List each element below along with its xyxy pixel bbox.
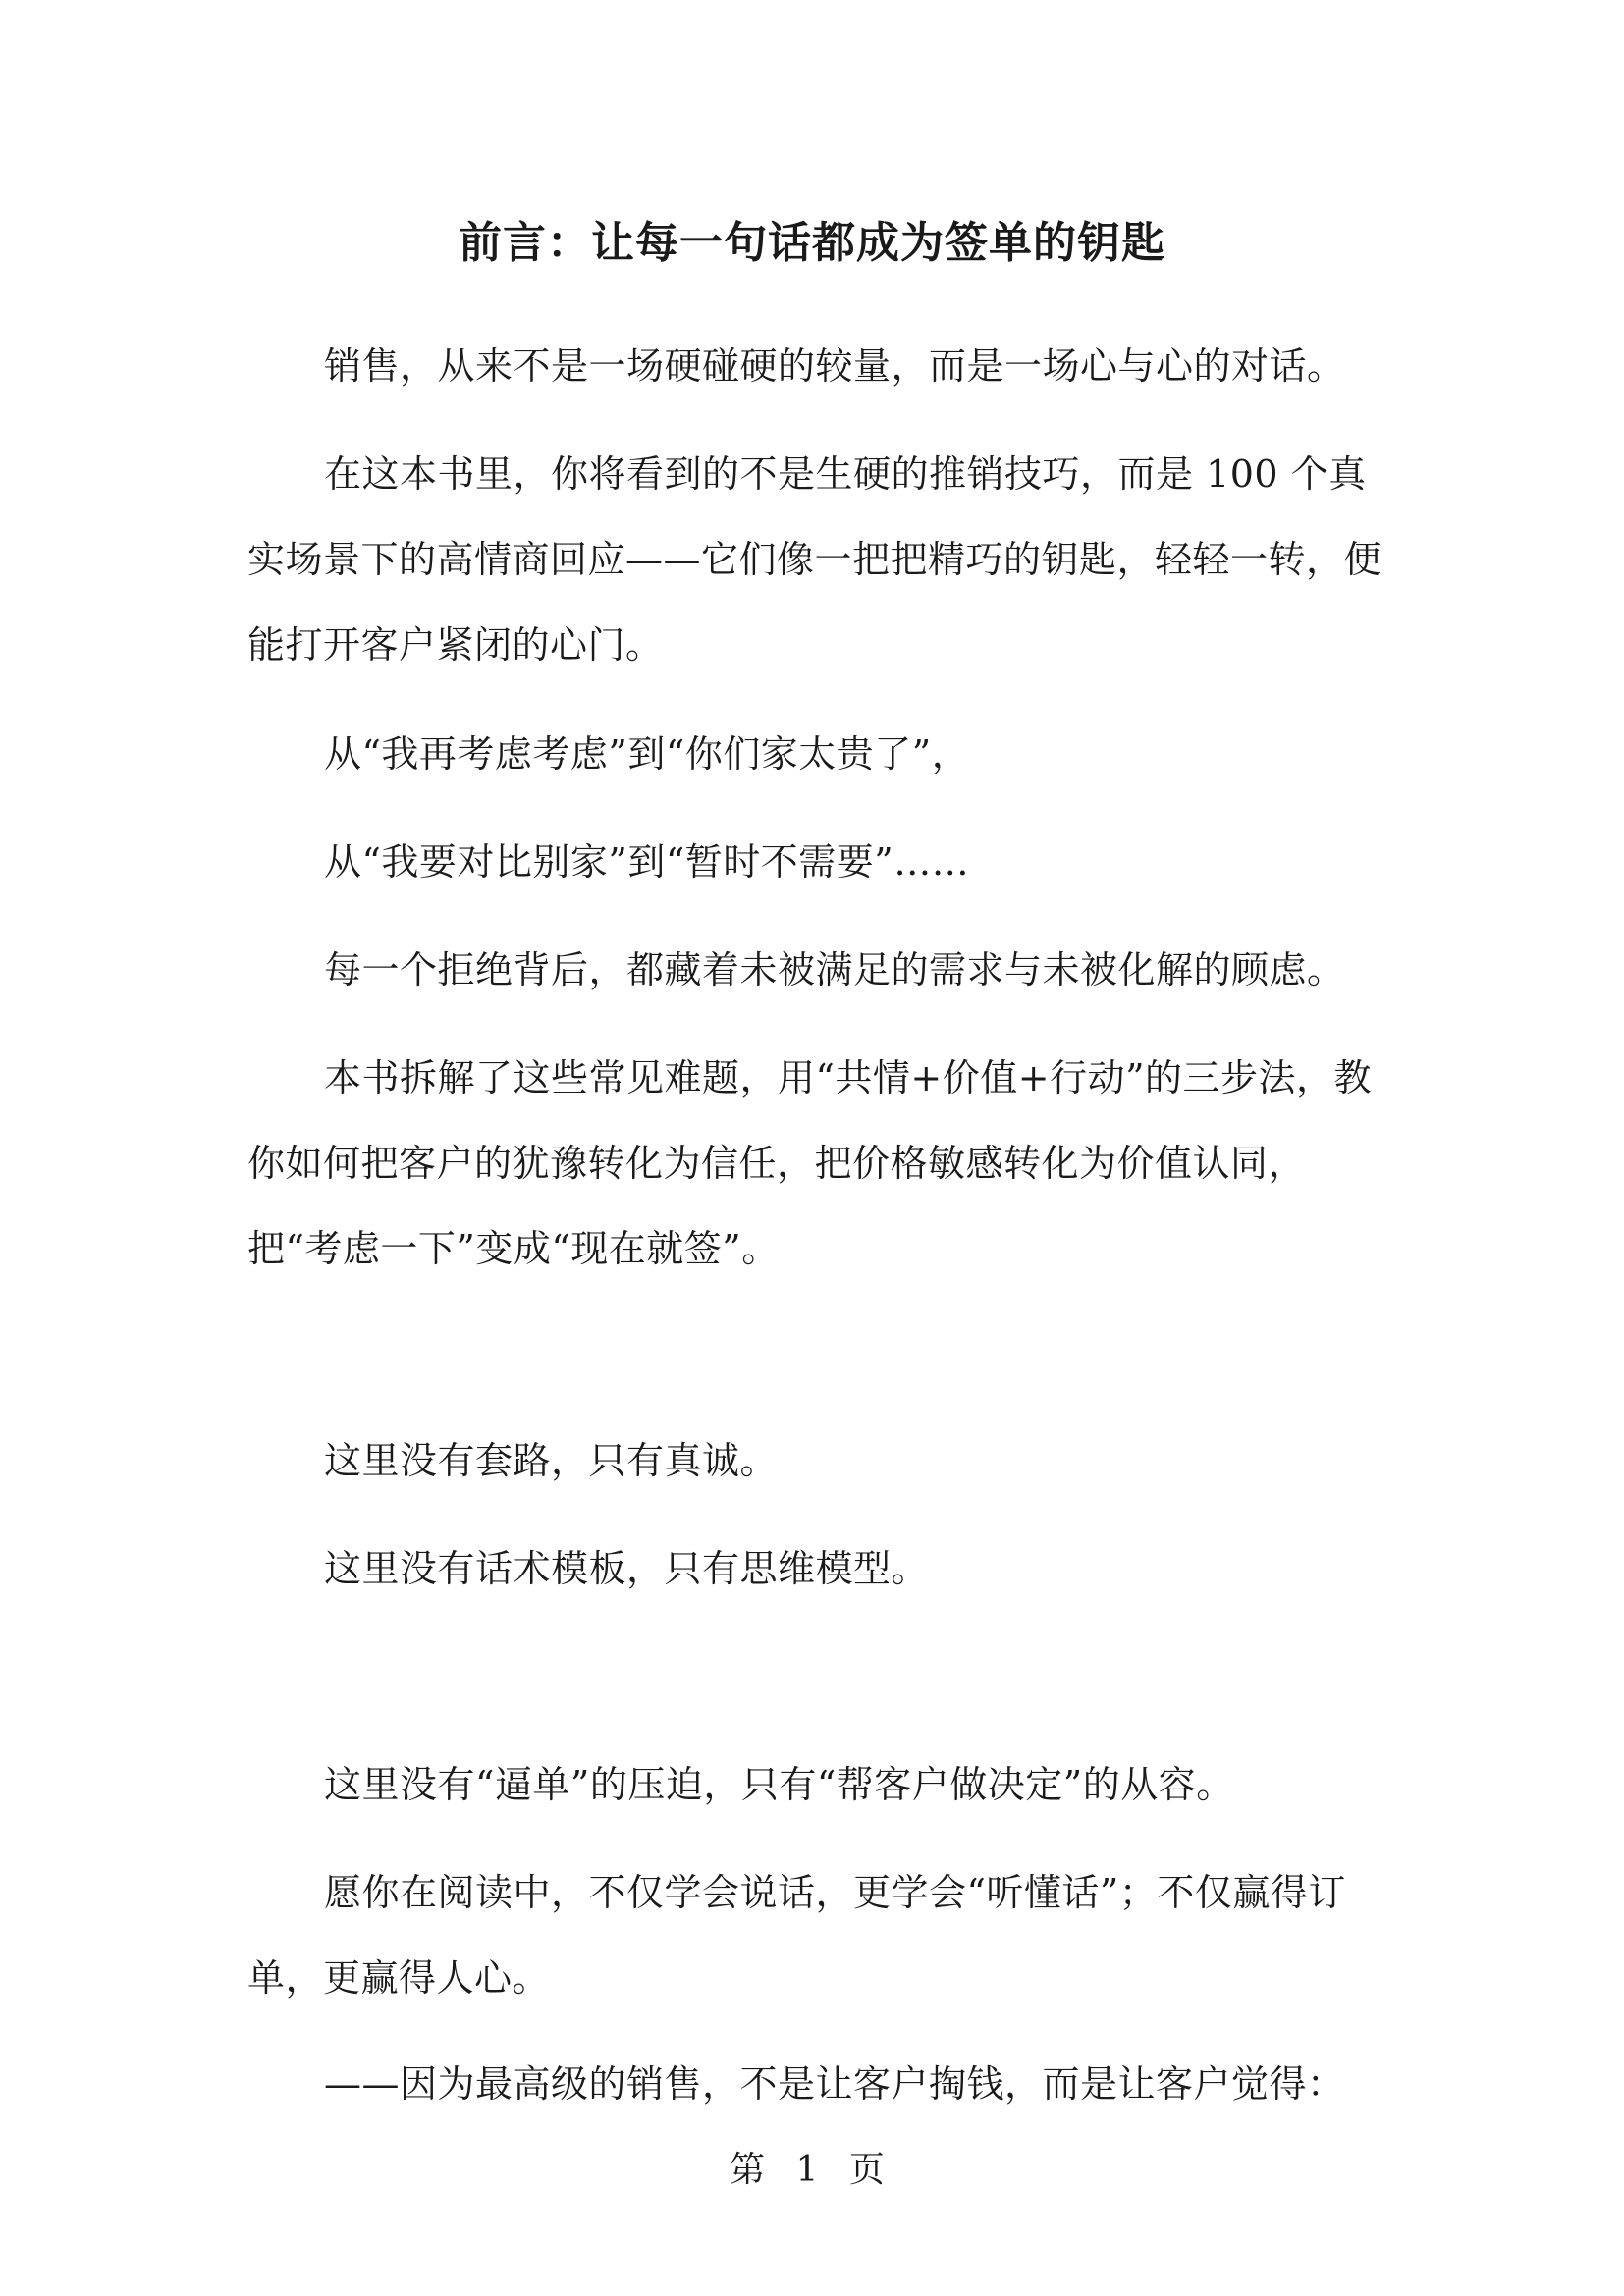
paragraph-2: 在这本书里，你将看到的不是生硬的推销技巧，而是 100 个真实场景下的高情商回应——它们像一把把精巧的钥匙，轻轻一转，便能打开客户紧闭的心门。: [247, 453, 1382, 667]
paragraph-6: 本书拆解了这些常见难题，用“共情+价值+行动”的三步法，教你如何把客户的犹豫转化为信任，把价格敏感转化为价值认同，把“考虑一下”变成“现在就签”。: [247, 1056, 1373, 1270]
paragraph-7: 这里没有套路，只有真诚。: [324, 1439, 779, 1482]
paragraph-3: 从“我再考虑考虑”到“你们家太贵了”，: [324, 732, 970, 775]
paragraph-1: 销售，从来不是一场硬碰硬的较量，而是一场心与心的对话。: [324, 345, 1345, 388]
paragraph-10: 愿你在阅读中，不仅学会说话，更学会“听懂话”；不仅赢得订单，更赢得人心。: [247, 1871, 1346, 2000]
page-title: 前言：让每一句话都成为签单的钥匙: [459, 218, 1165, 268]
paragraph-4: 从“我要对比别家”到“暂时不需要”……: [324, 840, 970, 883]
paragraph-11: ——因为最高级的销售，不是让客户掏钱，而是让客户觉得：: [324, 2062, 1345, 2106]
paragraph-5: 每一个拒绝背后，都藏着未被满足的需求与未被化解的顾虑。: [324, 948, 1345, 991]
page-number: 第 1 页: [730, 2150, 894, 2190]
paragraph-8: 这里没有话术模板，只有思维模型。: [324, 1547, 930, 1590]
paragraph-9: 这里没有“逼单”的压迫，只有“帮客户做决定”的从容。: [324, 1763, 1234, 1806]
